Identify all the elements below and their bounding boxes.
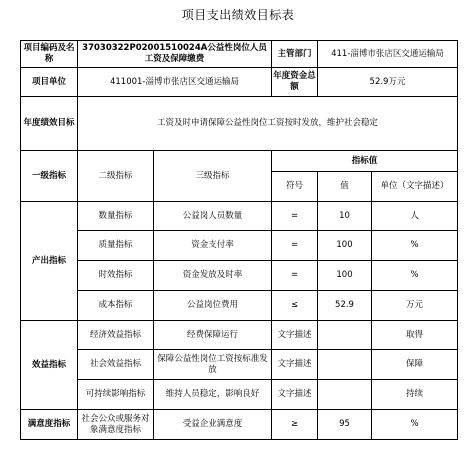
header-level1: 一级指标 (21, 151, 78, 202)
goal-value: 工资及时申请保障公益性岗位工资按时发放，维护社会稳定 (78, 97, 458, 151)
level2-cell: 经济效益指标 (78, 321, 154, 350)
level2-cell: 成本指标 (78, 291, 154, 321)
goal-row (21, 97, 458, 151)
symbol-cell: 文字描述 (272, 321, 318, 350)
level3-cell: 经费保障运行 (154, 321, 272, 350)
header-symbol: 符号 (272, 172, 318, 202)
symbol-cell: = (272, 202, 318, 231)
level3-cell: 公益岗人员数量 (154, 202, 272, 231)
symbol-cell: 文字描述 (272, 380, 318, 410)
value-cell: 100 (318, 261, 372, 291)
level3-cell: 受益企业满意度 (154, 410, 272, 440)
value-cell: 100 (318, 231, 372, 261)
symbol-cell: ≤ (272, 291, 318, 321)
value-cell (318, 350, 372, 380)
unit-cell: 取得 (372, 321, 458, 350)
unit-cell: 人 (372, 202, 458, 231)
table-row (21, 261, 458, 291)
unit-cell: 持续 (372, 380, 458, 410)
header-level2: 二级指标 (78, 151, 154, 202)
level3-cell: 资金支付率 (154, 231, 272, 261)
group-satisfaction: 满意度指标 (21, 410, 78, 440)
level2-cell: 质量指标 (78, 231, 154, 261)
level3-cell: 保障公益性岗位工资按标准发放 (154, 350, 272, 380)
group-output: 产出指标 (21, 202, 78, 321)
unit-cell: % (372, 261, 458, 291)
header-unit: 单位（文字描述） (372, 172, 458, 202)
symbol-cell: = (272, 261, 318, 291)
level3-cell: 公益岗位费用 (154, 291, 272, 321)
value-cell: 52.9 (318, 291, 372, 321)
symbol-cell: 文字描述 (272, 350, 318, 380)
unit-cell: 万元 (372, 291, 458, 321)
unit-cell: % (372, 410, 458, 440)
level2-cell: 社会效益指标 (78, 350, 154, 380)
table-row (21, 291, 458, 321)
dept-label: 主管部门 (272, 41, 318, 68)
code-value: 37030322P02001510024A公益性岗位人员工资及保障缴费 (78, 41, 272, 68)
performance-target-table (20, 40, 458, 440)
unit-cell: % (372, 231, 458, 261)
fund-value: 52.9万元 (318, 68, 458, 97)
level2-cell: 数量指标 (78, 202, 154, 231)
header-row-top (21, 151, 458, 172)
fund-label: 年度资金总额 (272, 68, 318, 97)
dept-value: 411-淄博市张店区交通运输局 (318, 41, 458, 68)
level3-cell: 维持人员稳定，影响良好 (154, 380, 272, 410)
goal-label: 年度绩效目标 (21, 97, 78, 151)
unit-value: 411001-淄博市张店区交通运输局 (78, 68, 272, 97)
info-row-unit (21, 68, 458, 97)
symbol-cell: ≥ (272, 410, 318, 440)
table-row (21, 321, 458, 350)
symbol-cell: = (272, 231, 318, 261)
unit-cell: 保障 (372, 350, 458, 380)
header-level3: 三级指标 (154, 151, 272, 202)
table-row (21, 350, 458, 380)
header-value: 值 (318, 172, 372, 202)
header-value-group: 指标值 (272, 151, 458, 172)
level2-cell: 社会公众或服务对象满意度指标 (78, 410, 154, 440)
table-row (21, 380, 458, 410)
value-cell (318, 321, 372, 350)
table-row (21, 410, 458, 440)
page-title: 项目支出绩效目标表 (181, 8, 295, 22)
level2-cell: 可持续影响指标 (78, 380, 154, 410)
level2-cell: 时效指标 (78, 261, 154, 291)
table-row (21, 231, 458, 261)
group-benefit: 效益指标 (21, 321, 78, 410)
info-row-code (21, 41, 458, 68)
value-cell: 10 (318, 202, 372, 231)
value-cell (318, 380, 372, 410)
unit-label: 项目单位 (21, 68, 78, 97)
value-cell: 95 (318, 410, 372, 440)
level3-cell: 资金发放及时率 (154, 261, 272, 291)
code-label: 项目编码及名称 (21, 41, 78, 68)
table-row (21, 202, 458, 231)
